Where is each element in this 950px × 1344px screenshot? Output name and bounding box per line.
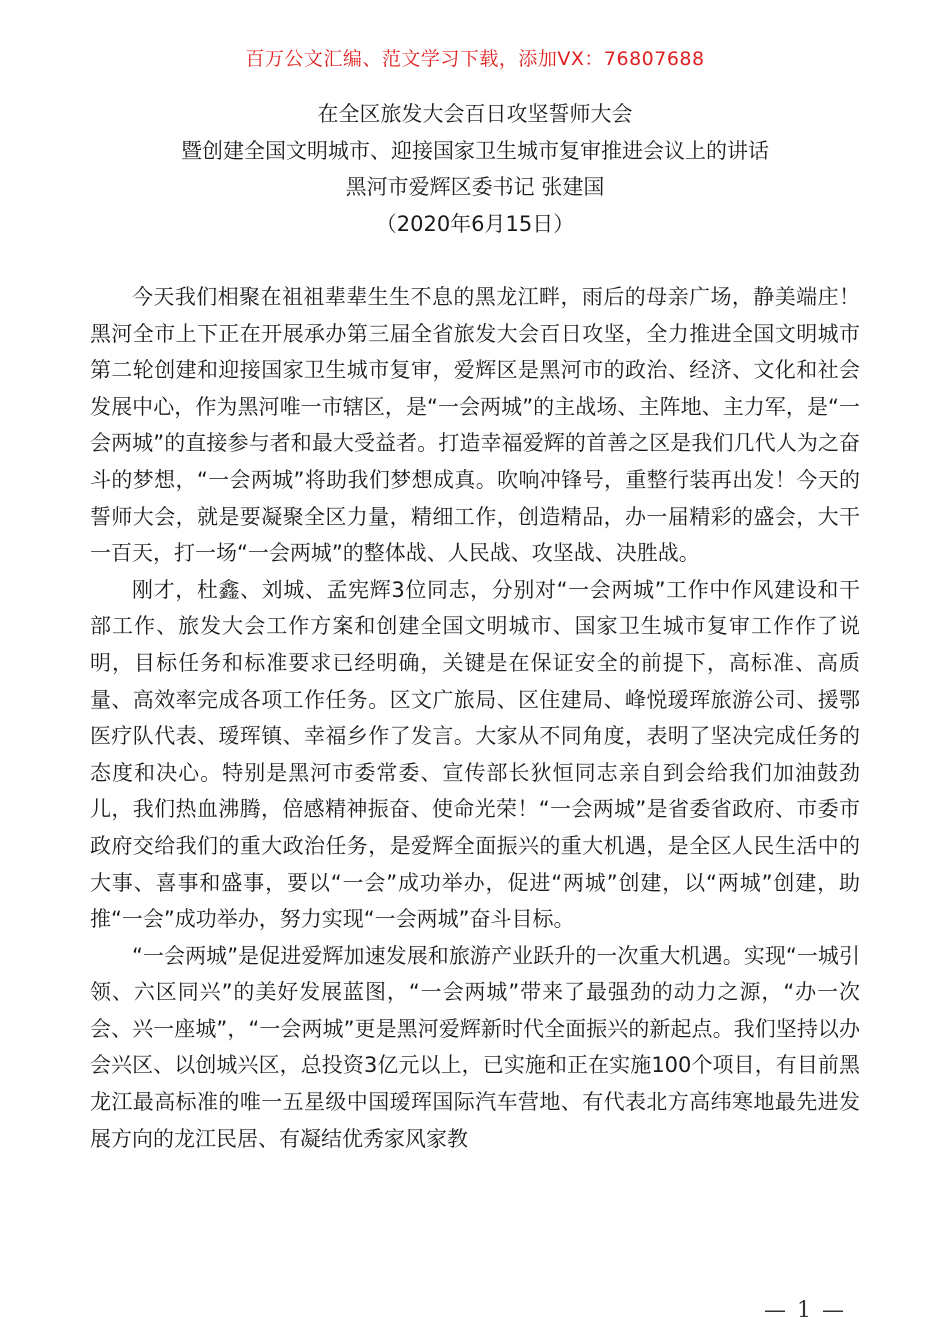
title-block <box>0 96 950 242</box>
body-paragraph-1: 今天我们相聚在祖祖辈辈生生不息的黑龙江畔，雨后的母亲广场，静美端庄！黑河全市上下正在开展承办第三届全省旅发大会百日攻坚，全力推进全国文明城市第二轮创建和迎接国家卫生城市复审，爱辉区是黑河市的政治、经济、文化和社会发展中心，作为黑河唯一市辖区，是“一会两城”的主战场、主阵地、主力军，是“一会两城”的直接参与者和最大受益者。打造幸福爱辉的首善之区是我们几代人为之奋斗的梦想，“一会两城”将助我们梦想成真。吹响冲锋号，重整行装再出发！今天的誓师大会，就是要凝聚全区力量，精细工作，创造精品，办一届精彩的盛会，大干一百天，打一场“一会两城”的整体战、人民战、攻坚战、决胜战。 <box>90 285 860 566</box>
watermark-banner: 百万公文汇编、范文学习下载，添加VX：76807688 <box>245 48 705 70</box>
document-title-line-2: 暨创建全国文明城市、迎接国家卫生城市复审推进会议上的讲话 <box>181 138 769 163</box>
speech-date: （2020年6月15日） <box>375 211 575 236</box>
page-number: — 1 — <box>764 1298 846 1323</box>
document-title-line-1: 在全区旅发大会百日攻坚誓师大会 <box>317 102 633 126</box>
body-paragraph-2: 刚才，杜鑫、刘城、孟宪辉3位同志，分别对“一会两城”工作中作风建设和干部工作、旅发大会工作方案和创建全国文明城市、国家卫生城市复审工作作了说明，目标任务和标准要求已经明确，关键是在保证安全的前提下，高标准、高质量、高效率完成各项工作任务。区文广旅局、区住建局、峰悦瑷珲旅游公司、援鄂医疗队代表、瑷珲镇、幸福乡作了发言。大家从不同角度，表明了坚决完成任务的态度和决心。特别是黑河市委常委、宣传部长狄恒同志亲自到会给我们加油鼓劲儿，我们热血沸腾，倍感精神振奋、使命光荣！“一会两城”是省委省政府、市委市政府交给我们的重大政治任务，是爱辉全面振兴的重大机遇，是全区人民生活中的大事、喜事和盛事，要以“一会”成功举办，促进“两城”创建，以“两城”创建，助推“一会”成功举办，努力实现“一会两城”奋斗目标。 <box>90 577 860 932</box>
body-paragraph-3: “一会两城”是促进爱辉加速发展和旅游产业跃升的一次重大机遇。实现“一城引领、六区同兴”的美好发展蓝图，“一会两城”带来了最强劲的动力之源，“办一次会、兴一座城”，“一会两城”更是黑河爱辉新时代全面振兴的新起点。我们坚持以办会兴区、以创城兴区，总投资3亿元以上，已实施和正在实施100个项目，有目前黑龙江最高标准的唯一五星级中国瑷珲国际汽车营地、有代表北方高纬寒地最先进发展方向的龙江民居、有凝结优秀家风家教 <box>90 943 860 1151</box>
speaker-line: 黑河市爱辉区委书记 张建国 <box>345 175 605 199</box>
document-body <box>90 279 860 1157</box>
